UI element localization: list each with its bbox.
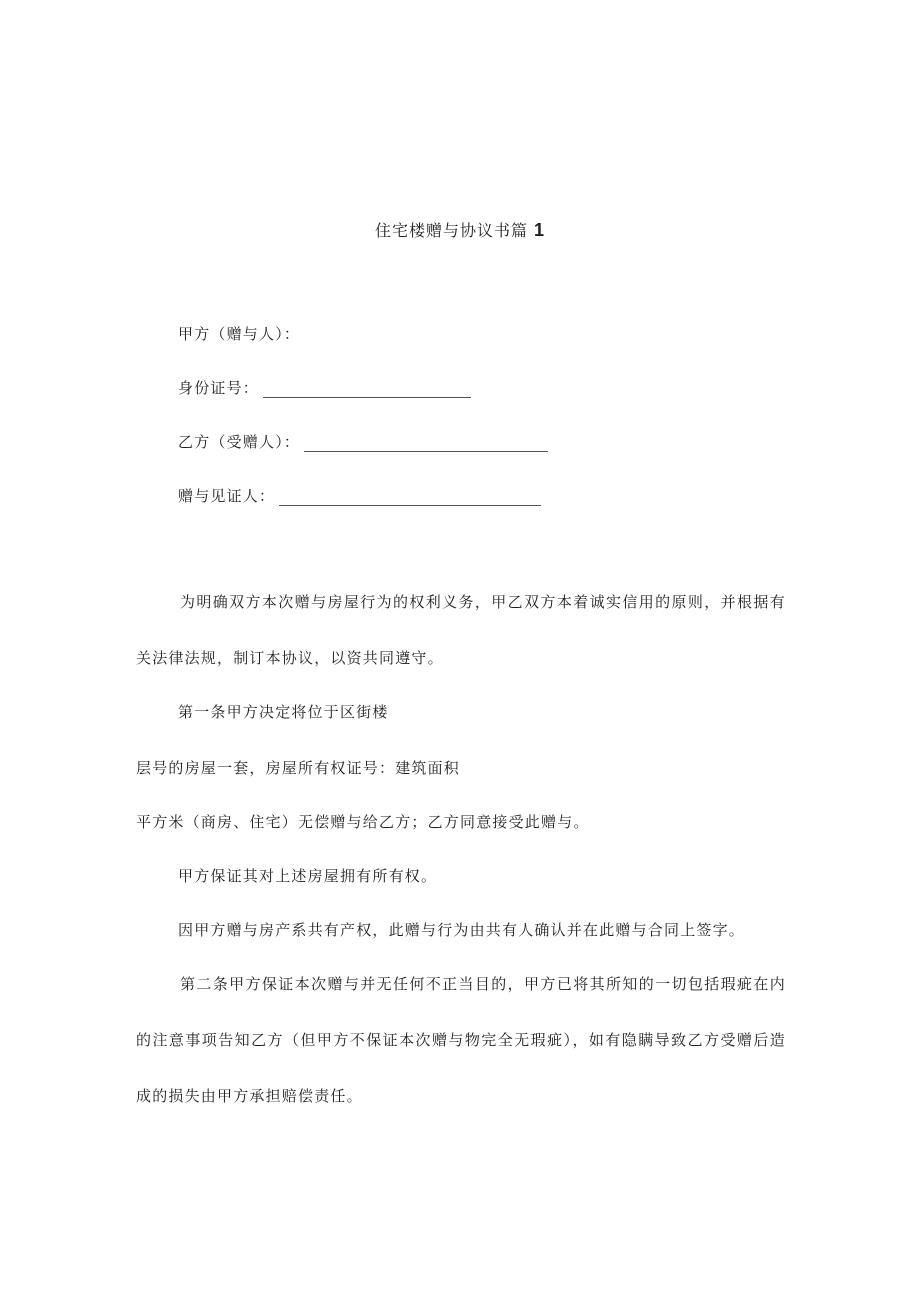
guarantee-paragraph: 甲方保证其对上述房屋拥有所有权。	[178, 867, 438, 885]
donee-blank	[304, 437, 548, 452]
title-text: 住宅楼赠与协议书篇	[374, 221, 528, 240]
witness-label: 赠与见证人：	[178, 487, 276, 505]
donee-label: 乙方（受赠人）：	[178, 433, 301, 451]
article1-line2: 层号的房屋一套，房屋所有权证号：建筑面积	[136, 759, 461, 777]
article1-line1: 第一条甲方决定将位于区街楼	[178, 703, 389, 721]
donor-label: 甲方（赠与人）：	[178, 325, 301, 343]
witness-line	[178, 486, 541, 506]
co-owner-paragraph: 因甲方赠与房产系共有产权，此赠与行为由共有人确认并在此赠与合同上签字。	[178, 921, 746, 939]
title-number: 1	[534, 220, 546, 240]
donee-line	[178, 432, 548, 452]
donor-line	[178, 324, 300, 344]
id-number-blank	[263, 383, 471, 398]
id-number-label: 身份证号：	[178, 379, 260, 397]
id-number-line	[178, 378, 471, 398]
article2-paragraph: 第二条甲方保证本次赠与并无任何不正当目的，甲方已将其所知的一切包括瑕疵在内的注意事项告知乙方（但甲方不保证本次赠与物完全无瑕疵），如有隐瞒导致乙方受赠后造成的损失由甲方承担赔偿责任。	[136, 975, 786, 1105]
document-title	[0, 218, 920, 241]
article1-line3: 平方米（商房、住宅）无偿赠与给乙方；乙方同意接受此赠与。	[136, 813, 590, 831]
witness-blank	[279, 491, 541, 506]
intro-paragraph: 为明确双方本次赠与房屋行为的权利义务，甲乙双方本着诚实信用的原则，并根据有关法律法规，制订本协议，以资共同遵守。	[136, 593, 786, 667]
